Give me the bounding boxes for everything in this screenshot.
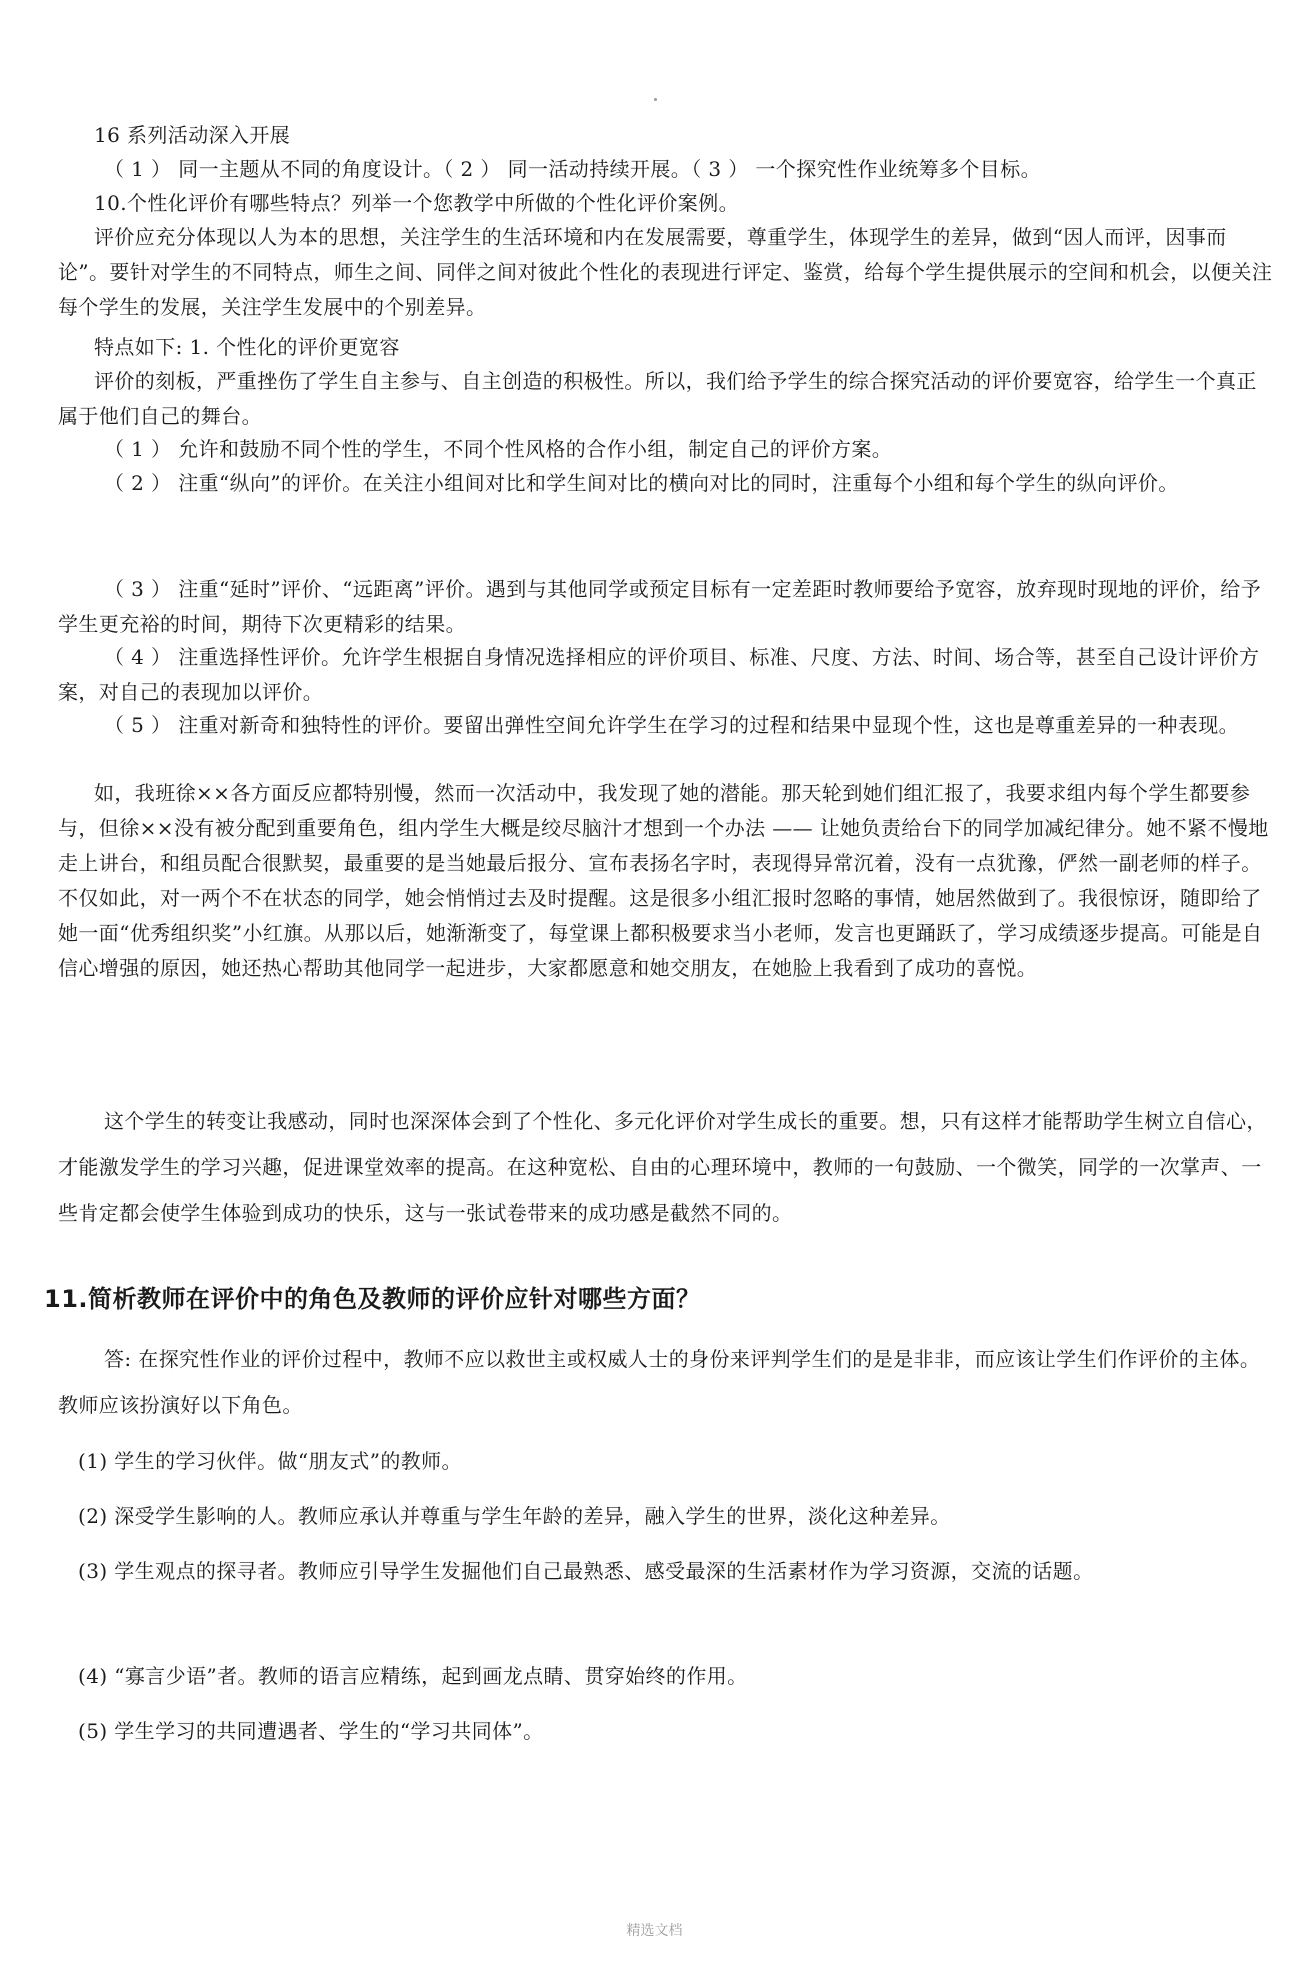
paragraph-rigid: 评价的刻板，严重挫伤了学生自主参与、自主创造的积极性。所以，我们给予学生的综合探究活动的评价要宽容，给学生一个真正属于他们自己的舞台。: [58, 369, 1257, 428]
list-item-2: （ 2 ） 注重“纵向”的评价。在关注小组间对比和学生间对比的横向对比的同时，注重每个小组和每个学生的纵向评价。: [104, 471, 1179, 495]
list-item-4: （ 4 ） 注重选择性评价。允许学生根据自身情况选择相应的评价项目、标准、尺度、方法、时间、场合等，甚至自己设计评价方案，对自己的表现加以评价。: [58, 645, 1260, 704]
page-mark: [654, 98, 657, 101]
question-11-heading: 11.简析教师在评价中的角色及教师的评价应针对哪些方面？: [44, 1285, 701, 1313]
paragraph-section-16: 16 系列活动深入开展: [94, 123, 291, 147]
question-10: 10.个性化评价有哪些特点？列举一个您教学中所做的个性化评价案例。: [94, 191, 740, 215]
list-item-3: （ 3 ） 注重“延时”评价、“远距离”评价。遇到与其他同学或预定目标有一定差距时教师要给予宽容，放弃现时现地的评价，给予学生更充裕的时间，期待下次更精彩的结果。: [58, 577, 1262, 636]
paragraph-list-123: （ 1 ） 同一主题从不同的角度设计。（ 2 ） 同一活动持续开展。（ 3 ） 一个探究性作业统筹多个目标。: [104, 157, 1041, 181]
paragraph-case: 如，我班徐××各方面反应都特别慢，然而一次活动中，我发现了她的潜能。那天轮到她们组汇报了，我要求组内每个学生都要参与，但徐××没有被分配到重要角色，组内学生大概是绞尽脑汁才想到一个办法 —— 让她负责给台下的同学加减纪律分。她不紧不慢地走上讲台，和组员配合很默契，最重要的是当她最后报分、宣布表扬名字时，表现得异常沉着，没有一点犹豫，俨然一副老师的样子。不仅如此，对一两个不在状态的同学，她会悄悄过去及时提醒。这是很多小组汇报时忽略的事情，她居然做到了。我很惊讶，随即给了她一面“优秀组织奖”小红旗。从那以后，她渐渐变了，每堂课上都积极要求当小老师，发言也更踊跃了，学习成绩逐步提高。可能是自信心增强的原因，她还热心帮助其他同学一起进步，大家都愿意和她交朋友，在她脸上我看到了成功的喜悦。: [58, 781, 1269, 980]
paragraph-features: 特点如下: 1. 个性化的评价更宽容: [94, 335, 400, 359]
page-footer: 精选文档: [626, 1923, 683, 1939]
answer-paragraph: 答: 在探究性作业的评价过程中，教师不应以救世主或权威人士的身份来评判学生们的是是非非，而应该让学生们作评价的主体。教师应该扮演好以下角色。: [58, 1347, 1261, 1417]
list-item-1: （ 1 ） 允许和鼓励不同个性的学生，不同个性风格的合作小组，制定自己的评价方案。: [104, 437, 893, 461]
role-item-2: (2) 深受学生影响的人。教师应承认并尊重与学生年龄的差异，融入学生的世界，淡化这种差异。: [78, 1504, 951, 1528]
paragraph-reflection: 这个学生的转变让我感动，同时也深深体会到了个性化、多元化评价对学生成长的重要。想，只有这样才能帮助学生树立自信心，才能激发学生的学习兴趣，促进课堂效率的提高。在这种宽松、自由的心理环境中，教师的一句鼓励、一个微笑，同学的一次掌声、一些肯定都会使学生体验到成功的快乐，这与一张试卷带来的成功感是截然不同的。: [58, 1109, 1267, 1225]
role-item-5: (5) 学生学习的共同遭遇者、学生的“学习共同体”。: [78, 1719, 544, 1743]
role-item-1: (1) 学生的学习伙伴。做“朋友式”的教师。: [78, 1449, 462, 1473]
role-item-4: (4) “寡言少语”者。教师的语言应精练，起到画龙点睛、贯穿始终的作用。: [78, 1664, 748, 1688]
role-item-3: (3) 学生观点的探寻者。教师应引导学生发掘他们自己最熟悉、感受最深的生活素材作为学习资源，交流的话题。: [78, 1559, 1094, 1583]
list-item-5: （ 5 ） 注重对新奇和独特性的评价。要留出弹性空间允许学生在学习的过程和结果中显现个性，这也是尊重差异的一种表现。: [104, 713, 1239, 737]
paragraph-intro: 评价应充分体现以人为本的思想，关注学生的生活环境和内在发展需要，尊重学生，体现学生的差异，做到“因人而评，因事而论”。要针对学生的不同特点，师生之间、同伴之间对彼此个性化的表现进行评定、鉴赏，给每个学生提供展示的空间和机会，以便关注每个学生的发展，关注学生发展中的个别差异。: [58, 225, 1273, 319]
